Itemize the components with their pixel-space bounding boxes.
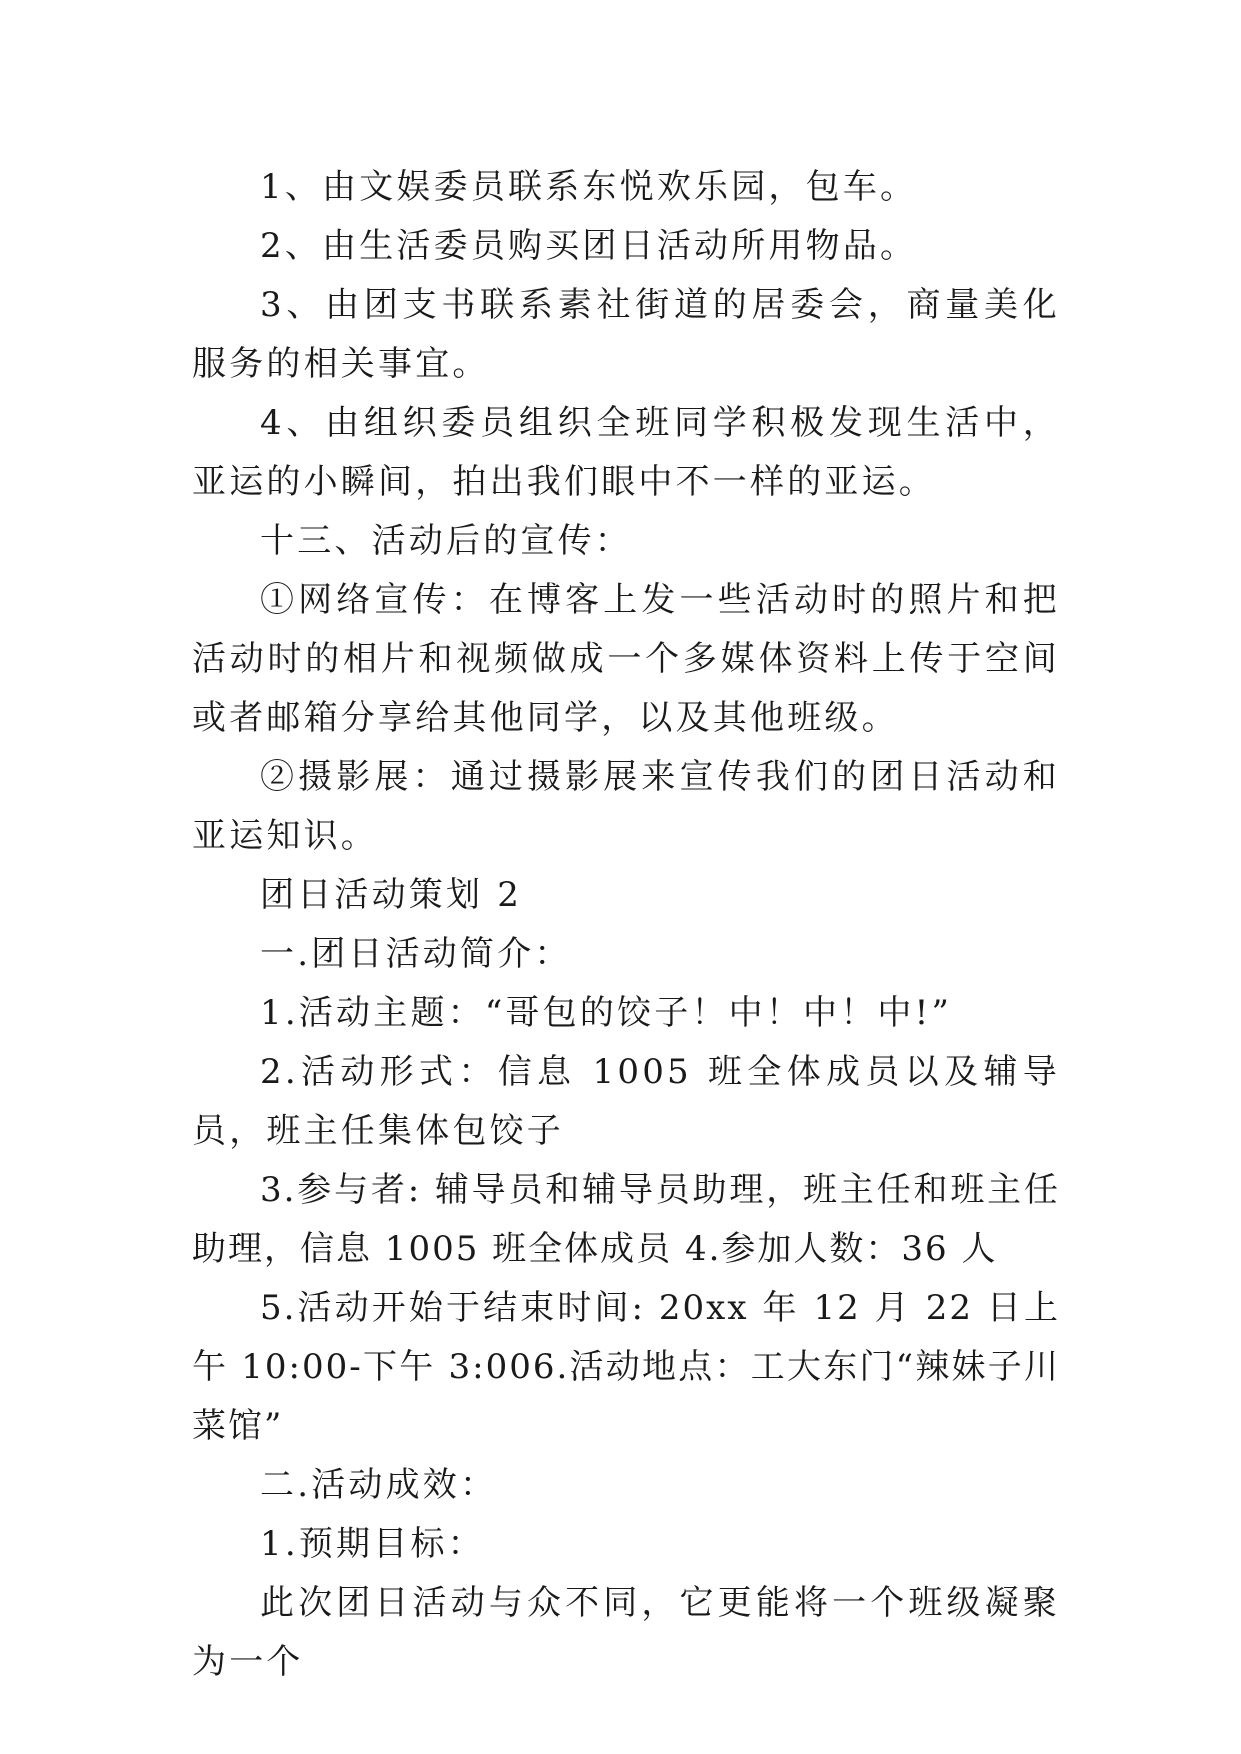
section-heading-13: 十三、活动后的宣传： [260,521,632,561]
paragraph-theme: 1.活动主题：“哥包的饺子！中！中！中!” [260,993,953,1033]
paragraph-time-location: 5.活动开始于结束时间: 20xx 年 12 月 22 日上午 10:00-下午 3:006.活动地点：工大东门“辣妹子川菜馆” [192,1288,1060,1446]
paragraph-participants: 3.参与者: 辅导员和辅导员助理，班主任和班主任助理，信息 1005 班全体成员 4.参加人数：36 人 [192,1170,1060,1269]
section-heading-intro: 一.团日活动简介： [260,934,572,974]
paragraph-photo-exhibition: ②摄影展：通过摄影展来宣传我们的团日活动和亚运知识。 [192,757,1060,856]
paragraph-final: 此次团日活动与众不同，它更能将一个班级凝聚为一个 [192,1583,1060,1682]
subtitle-plan-2: 团日活动策划 2 [260,875,523,915]
document-body [192,158,1060,1692]
paragraph-4: 4、由组织委员组织全班同学积极发现生活中，亚运的小瞬间，拍出我们眼中不一样的亚运。 [192,403,1060,502]
paragraph-3: 3、由团支书联系素社街道的居委会，商量美化服务的相关事宜。 [192,285,1060,384]
paragraph-online-promo: ①网络宣传：在博客上发一些活动时的照片和把活动时的相片和视频做成一个多媒体资料上传于空间或者邮箱分享给其他同学，以及其他班级。 [192,580,1060,738]
paragraph-expected-goal: 1.预期目标： [260,1524,485,1564]
section-heading-results: 二.活动成效： [260,1465,498,1505]
paragraph-format: 2.活动形式：信息 1005 班全体成员以及辅导员，班主任集体包饺子 [192,1052,1060,1151]
paragraph-2: 2、由生活委员购买团日活动所用物品。 [260,226,918,266]
paragraph-1: 1、由文娱委员联系东悦欢乐园，包车。 [260,167,918,207]
